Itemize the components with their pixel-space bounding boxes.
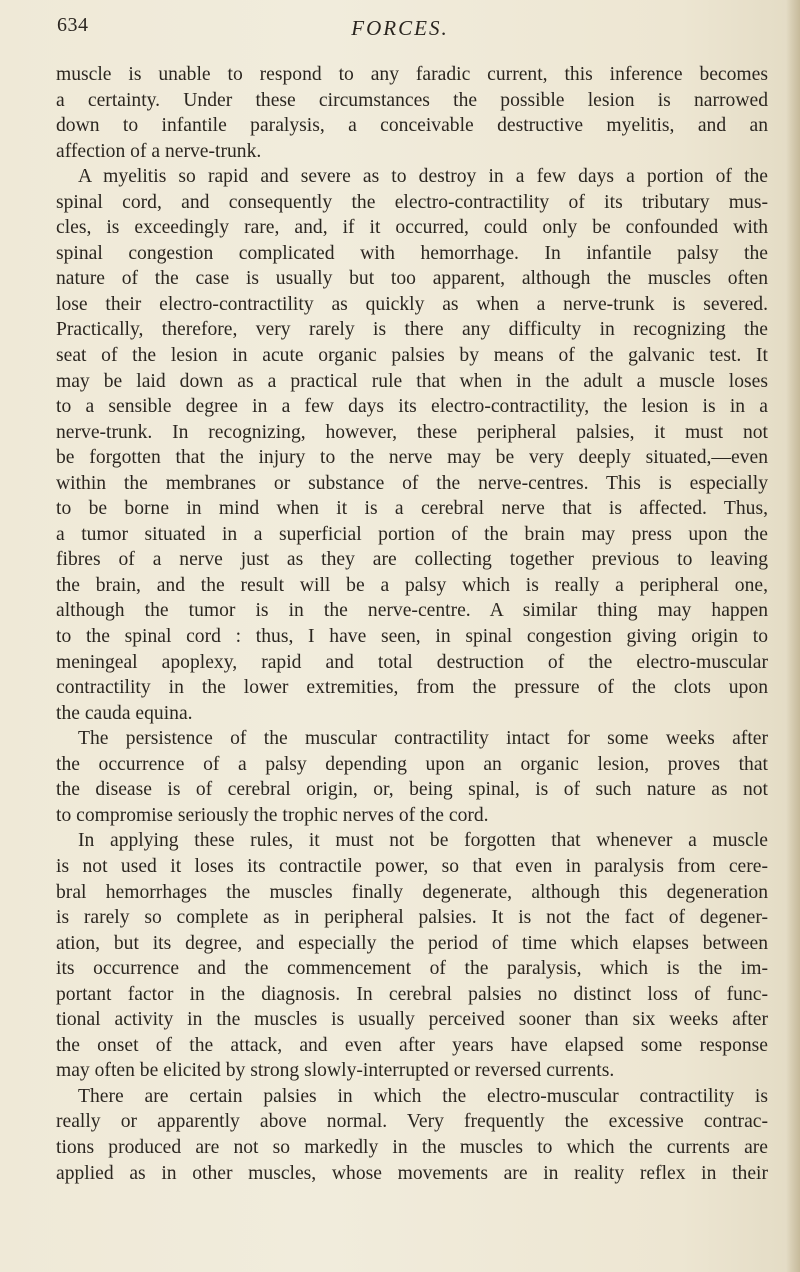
text-line: may be laid down as a practical rule that when in the adult a muscle loses: [56, 370, 768, 392]
text-line: the onset of the attack, and even after years have elapsed some response: [56, 1034, 768, 1056]
text-line: tions produced are not so markedly in the muscles to which the currents are: [56, 1136, 768, 1158]
text-line: contractility in the lower extremities, from the pressure of the clots upon: [56, 677, 768, 699]
text-line: the cauda equina.: [56, 702, 193, 724]
text-line: to compromise seriously the trophic nerves of the cord.: [56, 804, 489, 826]
running-title: FORCES.: [351, 16, 449, 40]
text-line: may often be elicited by strong slowly-interrupted or reversed currents.: [56, 1060, 615, 1082]
text-line: Practically, therefore, very rarely is there any difficulty in recognizing the: [56, 319, 768, 341]
text-line: portant factor in the diagnosis. In cerebral palsies no distinct loss of func-: [56, 983, 768, 1005]
text-line: the disease is of cerebral origin, or, being spinal, is of such nature as not: [56, 779, 768, 801]
text-line: fibres of a nerve just as they are collecting together previous to leaving: [56, 549, 768, 571]
text-line: ation, but its degree, and especially the period of time which elapses between: [56, 932, 768, 954]
text-line: really or apparently above normal. Very frequently the excessive contrac-: [56, 1111, 768, 1133]
text-line: its occurrence and the commencement of the paralysis, which is the im-: [56, 958, 768, 980]
text-line: although the tumor is in the nerve-centre. A similar thing may happen: [56, 600, 768, 622]
text-line: a tumor situated in a superficial portion of the brain may press upon the: [56, 523, 768, 545]
text-line: tional activity in the muscles is usually perceived sooner than six weeks after: [56, 1009, 768, 1031]
text-line: is rarely so complete as in peripheral palsies. It is not the fact of degener-: [56, 907, 768, 929]
text-line: bral hemorrhages the muscles finally degenerate, although this degeneration: [56, 881, 768, 903]
text-line: within the membranes or substance of the nerve-centres. This is especially: [56, 472, 768, 494]
text-line: A myelitis so rapid and severe as to destroy in a few days a portion of the: [78, 166, 768, 188]
text-line: affection of a nerve-trunk.: [56, 140, 262, 162]
text-line: the occurrence of a palsy depending upon an organic lesion, proves that: [56, 753, 768, 775]
text-line: to a sensible degree in a few days its electro-contractility, the lesion is in a: [56, 396, 768, 418]
text-line: be forgotten that the injury to the nerve may be very deeply situated,—even: [56, 447, 768, 469]
text-line: cles, is exceedingly rare, and, if it occurred, could only be confounded with: [56, 217, 768, 239]
body-text: [56, 62, 768, 1186]
text-line: is not used it loses its contractile power, so that even in paralysis from cere-: [56, 855, 768, 877]
text-line: nerve-trunk. In recognizing, however, these peripheral palsies, it must not: [56, 421, 768, 443]
text-line: In applying these rules, it must not be forgotten that whenever a muscle: [78, 830, 768, 852]
text-line: a certainty. Under these circumstances the possible lesion is narrowed: [56, 89, 768, 111]
text-line: meningeal apoplexy, rapid and total destruction of the electro-muscular: [56, 651, 768, 673]
text-line: The persistence of the muscular contractility intact for some weeks after: [78, 728, 768, 750]
text-line: applied as in other muscles, whose movements are in reality reflex in their: [56, 1162, 768, 1184]
text-line: spinal congestion complicated with hemorrhage. In infantile palsy the: [56, 242, 768, 264]
text-line: There are certain palsies in which the electro-muscular contractility is: [78, 1085, 768, 1107]
text-line: seat of the lesion in acute organic palsies by means of the galvanic test. It: [56, 345, 768, 367]
text-line: lose their electro-contractility as quickly as when a nerve-trunk is severed.: [56, 293, 768, 315]
text-line: to the spinal cord : thus, I have seen, in spinal congestion giving origin to: [56, 626, 768, 648]
page-edge-shadow: [786, 0, 800, 1272]
text-line: muscle is unable to respond to any faradic current, this inference becomes: [56, 64, 768, 85]
text-line: the brain, and the result will be a palsy which is really a peripheral one,: [56, 574, 768, 596]
text-line: nature of the case is usually but too apparent, although the muscles often: [56, 268, 768, 290]
text-line: spinal cord, and consequently the electro-contractility of its tributary mus-: [56, 191, 768, 213]
text-line: down to infantile paralysis, a conceivable destructive myelitis, and an: [56, 115, 768, 137]
text-line: to be borne in mind when it is a cerebral nerve that is affected. Thus,: [56, 498, 768, 520]
page-number: 634: [57, 14, 89, 36]
